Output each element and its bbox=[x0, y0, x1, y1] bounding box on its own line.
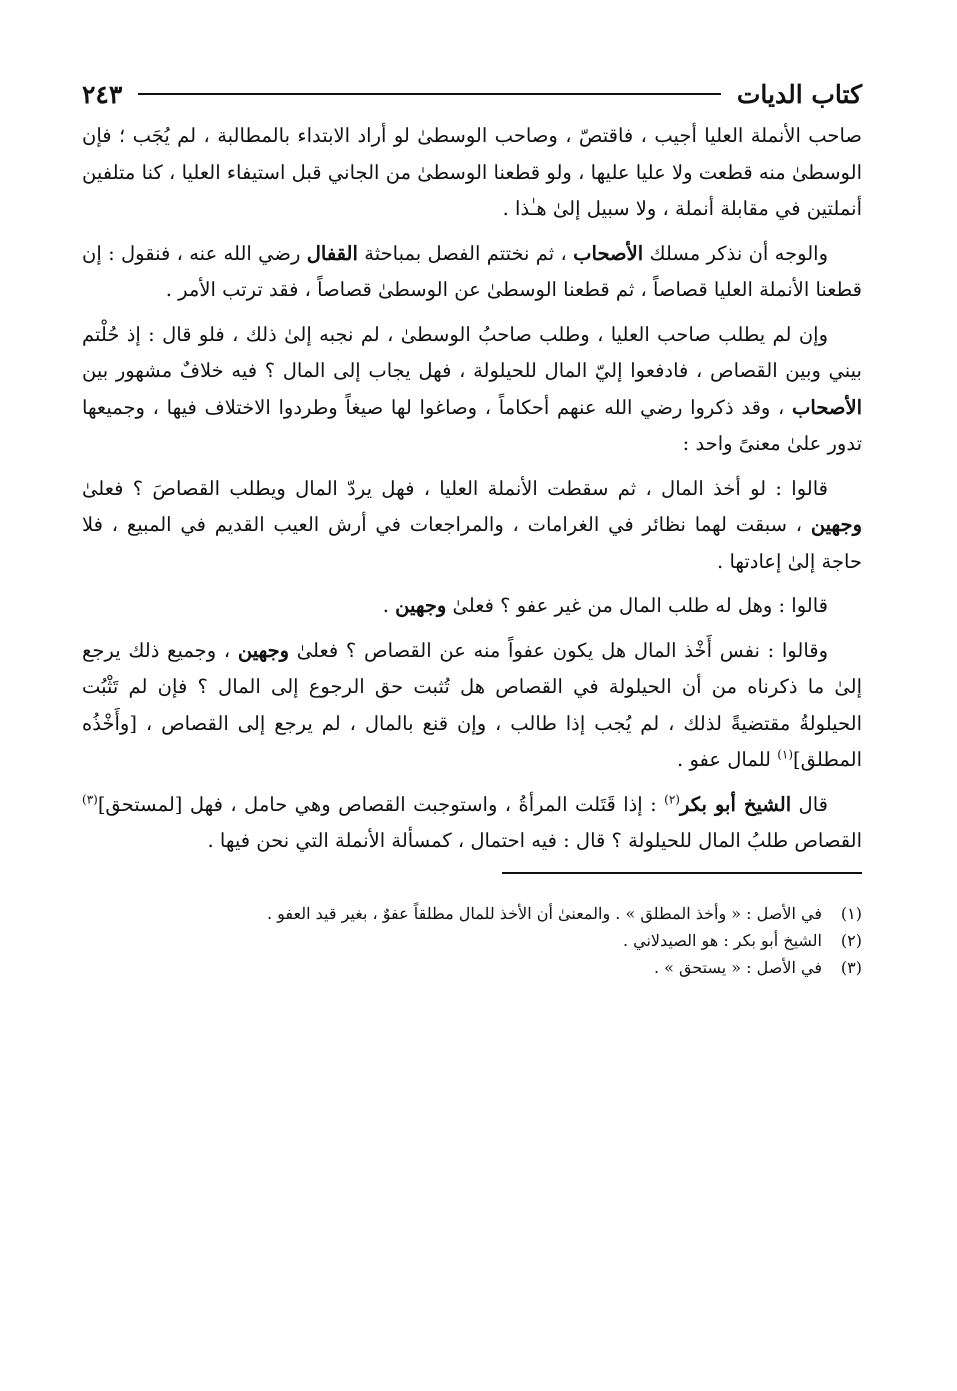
footnote bbox=[82, 900, 862, 927]
footnote-number: (١) bbox=[840, 903, 862, 923]
paragraph bbox=[82, 118, 862, 228]
footnote-text: في الأصل : « وأخذ المطلق » . والمعنىٰ أن الأخذ للمال مطلقاً عفوٌ ، بغير قيد العفو . bbox=[266, 903, 822, 923]
text-run: . bbox=[382, 594, 396, 617]
bold-term: الأصحاب bbox=[792, 395, 862, 419]
text-run: ، وقد ذكروا رضي الله عنهم أحكاماً ، وصاغوا لها صيغاً وطردوا الاختلاف فيها ، وجميعها تدور علىٰ معنىً واحد : bbox=[82, 395, 862, 455]
paragraph bbox=[82, 317, 862, 463]
bold-term: وجهين bbox=[810, 513, 862, 536]
text-run: رضي الله عنه ، فنقول : إن قطعنا الأنملة العليا قصاصاً ، ثم قطعنا الوسطىٰ عن الوسطىٰ قصاصاً ، فقد ترتب الأمر . bbox=[82, 241, 862, 301]
text-run: قالوا : لو أخذ المال ، ثم سقطت الأنملة العليا ، فهل يردّ المال ويطلب القصاصَ ؟ فعلىٰ bbox=[82, 476, 828, 500]
text-run: ، وجميع ذلك يرجع إلىٰ ما ذكرناه من أن الحيلولة في القصاص هل تُثبت حق الرجوع إلى المال ؟ فإن لم تَثْبُت الحيلولةُ مقتضيةً لذلك ، لم يُجب إذا طالب ، وإن قنع بالمال ، لم يرجع إلى القصاص ، [وأَخْذُه المطلق] bbox=[82, 638, 862, 771]
page-number: ٢٤٣ bbox=[82, 79, 123, 109]
bold-term: وجهين bbox=[237, 638, 290, 662]
footnotes bbox=[82, 900, 862, 981]
footnote bbox=[82, 954, 862, 981]
footnote-number: (٢) bbox=[840, 930, 862, 950]
bold-term: الشيخ أبو بكر bbox=[679, 792, 792, 816]
text-run: وإن لم يطلب صاحب العليا ، وطلب صاحبُ الوسطىٰ ، لم نجبه إلىٰ ذلك ، فلو قال : إذ حُلْتم بيني وبين القصاص ، فادفعوا إليّ المال للحيلولة ، فهل يجاب إلى المال ؟ فيه خلافٌ مشهور بين bbox=[82, 322, 862, 382]
footnote-number: (٣) bbox=[840, 957, 862, 977]
footnote-text: الشيخ أبو بكر : هو الصيدلاني . bbox=[622, 930, 822, 950]
footnote bbox=[82, 927, 862, 954]
paragraph bbox=[82, 588, 862, 625]
text-run: قال bbox=[791, 792, 828, 816]
text-run: : إذا قَتَلت المرأةُ ، واستوجبت القصاص وهي حامل ، فهل [لمستحق] bbox=[97, 792, 665, 816]
text-run: صاحب الأنملة العليا أجيب ، فاقتصّ ، وصاحب الوسطىٰ لو أراد الابتداء بالمطالبة ، لم يُجَب ؛ فإن الوسطىٰ منه قطعت ولا عليا عليها ، ولو قطعنا الوسطىٰ من الجاني قبل استيفاء العليا ، كنا متلفين أنملتين في مقابلة أنملة ، ولا سبيل إلىٰ هـٰذا . bbox=[82, 124, 862, 220]
footnote-marker: (٣) bbox=[82, 792, 98, 806]
text-run: قالوا : وهل له طلب المال من غير عفو ؟ فعلىٰ bbox=[446, 594, 828, 617]
text-run: ، ثم نختتم الفصل بمباحثة bbox=[357, 241, 574, 265]
bold-term: وجهين bbox=[395, 594, 447, 617]
text-run: وقالوا : نفس أَخْذ المال هل يكون عفواً منه عن القصاص ؟ فعلىٰ bbox=[289, 638, 828, 662]
text-run: والوجه أن نذكر مسلك bbox=[643, 241, 829, 265]
text-run: للمال عفو . bbox=[677, 748, 778, 771]
footnote-separator bbox=[502, 872, 862, 874]
text-run: ، سبقت لهما نظائر في الغرامات ، والمراجعات في أرش العيب القديم في المبيع ، فلا حاجة إلىٰ إعادتها . bbox=[82, 513, 862, 573]
footnote-text: في الأصل : « يستحق » . bbox=[653, 957, 822, 977]
bold-term: القفال bbox=[306, 241, 358, 265]
header-rule bbox=[138, 93, 721, 95]
paragraph bbox=[82, 787, 862, 860]
footnote-marker: (٢) bbox=[664, 792, 680, 806]
body-text bbox=[82, 118, 862, 860]
running-title: كتاب الديات bbox=[736, 79, 862, 109]
paragraph bbox=[82, 471, 862, 581]
page-header bbox=[82, 74, 862, 114]
text-run: القصاص طلبُ المال للحيلولة ؟ قال : فيه احتمال ، كمسألة الأنملة التي نحن فيها . bbox=[207, 829, 862, 852]
bold-term: الأصحاب bbox=[573, 241, 644, 265]
paragraph bbox=[82, 633, 862, 779]
paragraph bbox=[82, 236, 862, 309]
footnote-marker: (١) bbox=[777, 747, 794, 762]
document-page bbox=[82, 74, 862, 981]
